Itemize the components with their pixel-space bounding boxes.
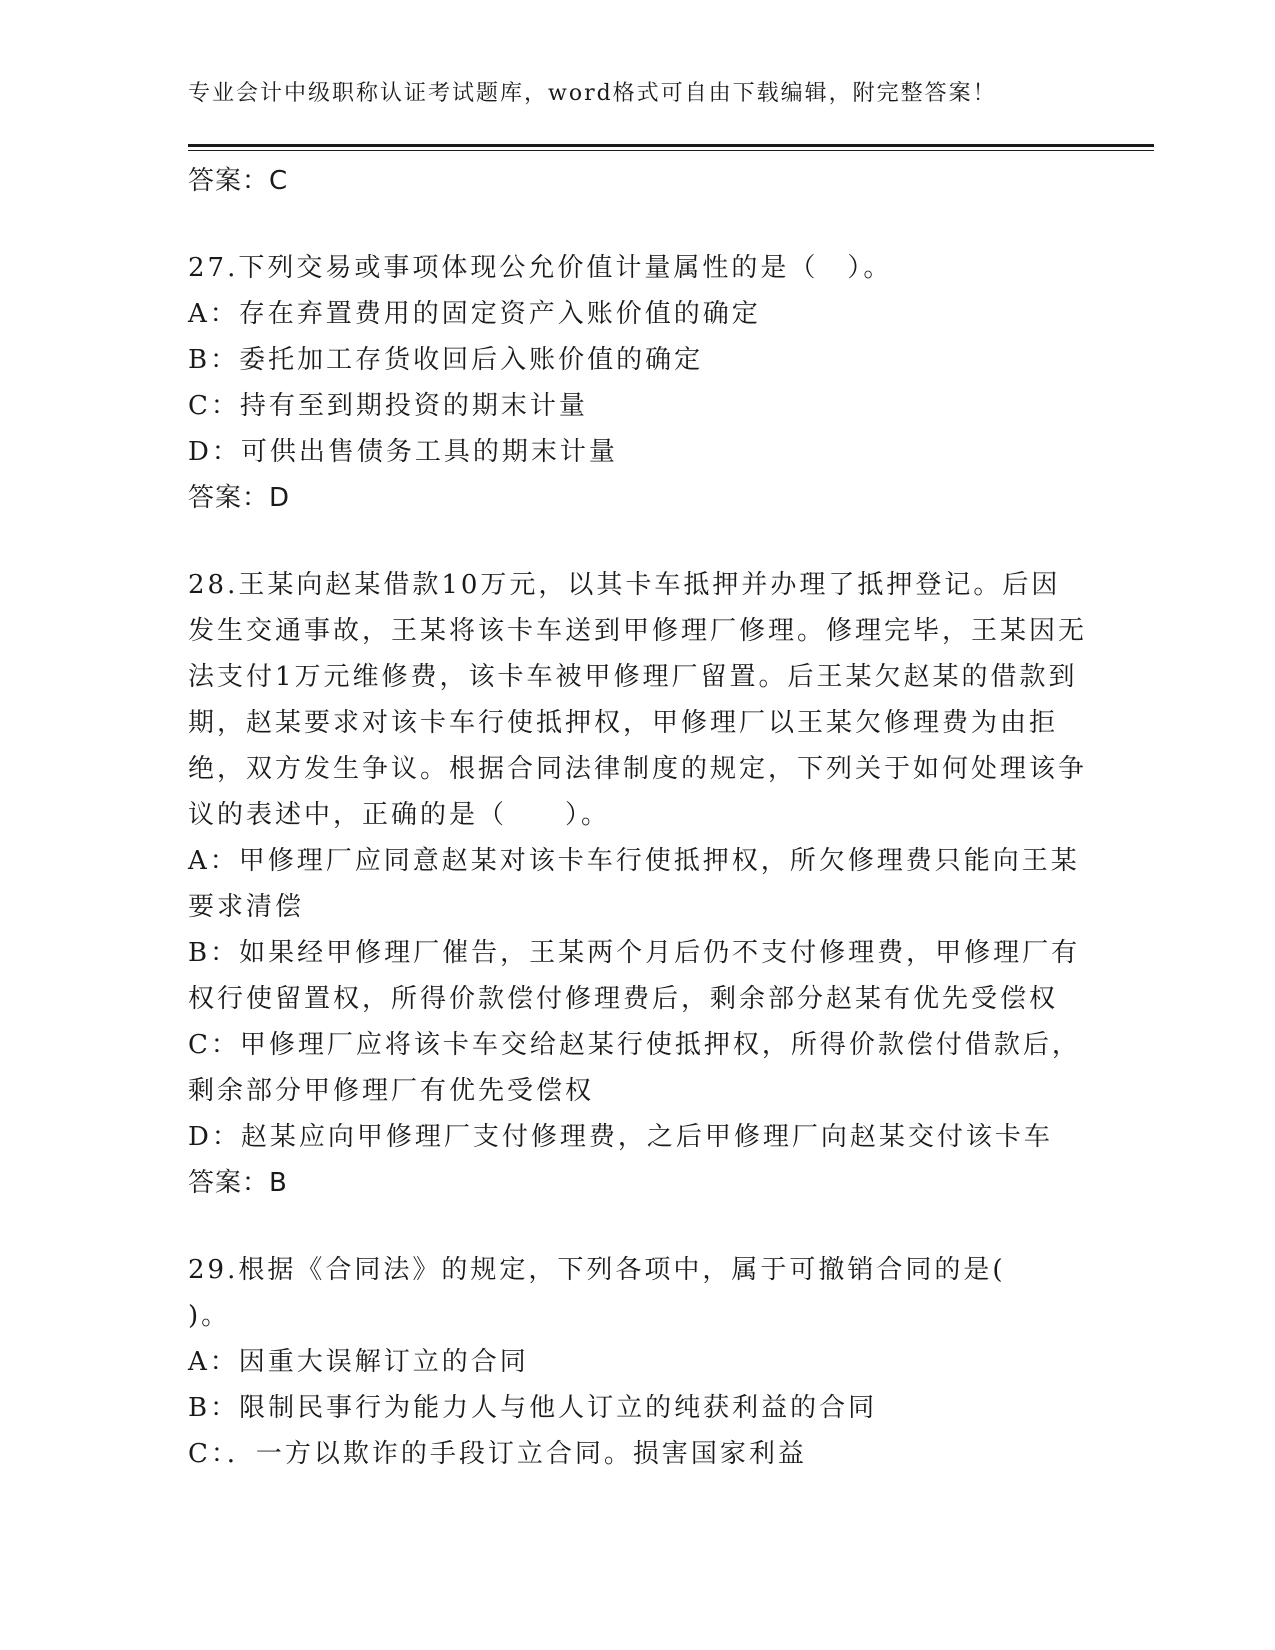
option-b: B：如果经甲修理厂催告，王某两个月后仍不支付修理费，甲修理厂有权行使留置权，所得价款偿付修理费后，剩余部分赵某有优先受偿权 — [188, 938, 1081, 1014]
option-a: A：因重大误解订立的合同 — [188, 1347, 529, 1377]
option-a: A：甲修理厂应同意赵某对该卡车行使抵押权，所欠修理费只能向王某要求清偿 — [188, 846, 1080, 922]
header-rule-thick — [188, 144, 1154, 147]
question-28 — [188, 562, 1088, 1206]
answer: 答案：B — [188, 1168, 288, 1198]
spacer — [188, 521, 1088, 562]
option-c: C：甲修理厂应将该卡车交给赵某行使抵押权，所得价款偿付借款后，剩余部分甲修理厂有优先受偿权 — [188, 1030, 1081, 1106]
question-stem: 28.王某向赵某借款10万元，以其卡车抵押并办理了抵押登记。后因发生交通事故，王某将该卡车送到甲修理厂修理。修理完毕，王某因无法支付1万元维修费，该卡车被甲修理厂留置。后王某欠赵某的借款到期，赵某要求对该卡车行使抵押权，甲修理厂以王某欠修理费为由拒绝，双方发生争议。根据合同法律制度的规定，下列关于如何处理该争议的表述中，正确的是（ ）。 — [188, 570, 1088, 830]
question-29 — [188, 1247, 1088, 1477]
option-b: B：限制民事行为能力人与他人订立的纯获利益的合同 — [188, 1393, 878, 1423]
option-c: C：．一方以欺诈的手段订立合同。损害国家利益 — [188, 1439, 807, 1469]
question-stem: 27.下列交易或事项体现公允价值计量属性的是（ ）。 — [188, 253, 893, 283]
spacer — [188, 204, 1088, 245]
spacer — [188, 1206, 1088, 1247]
option-a: A：存在弃置费用的固定资产入账价值的确定 — [188, 299, 761, 329]
option-d: D：赵某应向甲修理厂支付修理费，之后甲修理厂向赵某交付该卡车 — [188, 1122, 1053, 1152]
question-content — [188, 158, 1088, 1477]
question-stem: 29.根据《合同法》的规定，下列各项中，属于可撤销合同的是( )。 — [188, 1255, 1064, 1331]
page-header: 专业会计中级职称认证考试题库，word格式可自由下载编辑，附完整答案！ — [188, 81, 997, 106]
question-27 — [188, 245, 1088, 521]
header-rule-thin — [188, 150, 1154, 151]
answer: 答案：D — [188, 483, 291, 513]
answer-prev: 答案：C — [188, 166, 289, 196]
option-b: B：委托加工存货收回后入账价值的确定 — [188, 345, 704, 375]
option-c: C：持有至到期投资的期末计量 — [188, 391, 588, 421]
option-d: D：可供出售债务工具的期末计量 — [188, 437, 618, 467]
